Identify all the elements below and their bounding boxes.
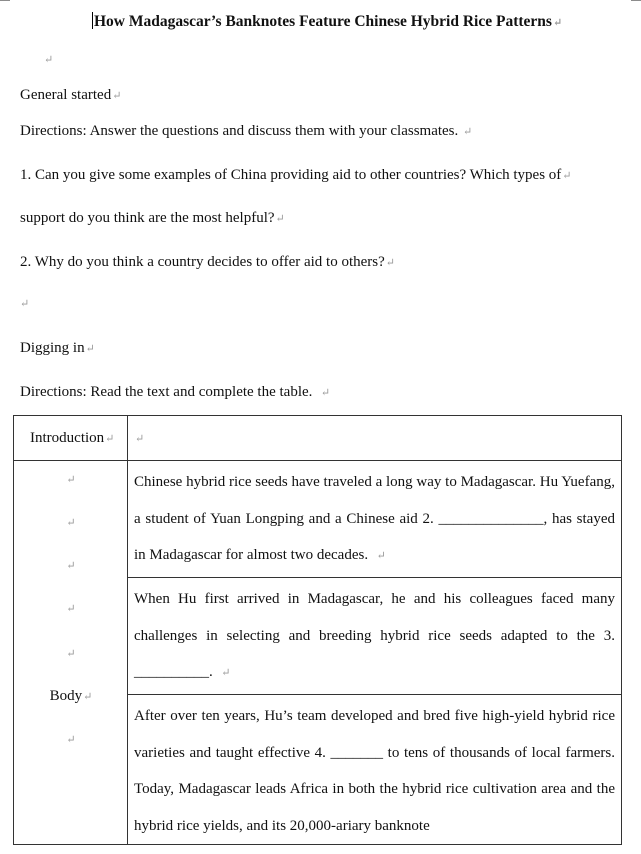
table-cell-body-paragraph-3[interactable] bbox=[128, 695, 622, 845]
paragraph-mark-icon: ↵ bbox=[112, 90, 122, 102]
paragraph-mark-icon: ↵ bbox=[552, 17, 563, 29]
document-title-text: How Madagascar’s Banknotes Feature Chinese Hybrid Rice Patterns bbox=[94, 13, 552, 30]
section-heading-general-started[interactable] bbox=[20, 87, 121, 104]
body-label bbox=[14, 688, 128, 705]
empty-paragraph-mark-icon: ↵ bbox=[66, 517, 76, 529]
empty-paragraph-mark-icon: ↵ bbox=[44, 54, 54, 66]
paragraph-mark-icon: ↵ bbox=[83, 691, 93, 703]
section-heading-text: General started bbox=[20, 87, 112, 103]
body-paragraph-2: When Hu first arrived in Madagascar, he and his colleagues faced many challenges in selecting and breeding hybrid rice seeds adapted to the 3. __________. bbox=[134, 591, 615, 680]
table-row bbox=[14, 461, 622, 578]
question-text: support do you think are the most helpful? bbox=[20, 210, 275, 226]
cell-end-mark-icon: ↵ bbox=[105, 432, 115, 445]
table-cell-body-label[interactable] bbox=[14, 461, 128, 845]
empty-paragraph-mark-icon: ↵ bbox=[20, 298, 30, 310]
question-1-line-1[interactable] bbox=[20, 167, 572, 184]
section-heading-text: Digging in bbox=[20, 340, 85, 356]
cell-end-mark-icon: ↵ bbox=[135, 432, 145, 445]
body-paragraph-1: Chinese hybrid rice seeds have traveled a long way to Madagascar. Hu Yuefang, a student of Yuan Longping and a Chinese aid 2. ______________, has stayed in Madagascar for almost two decades. bbox=[134, 474, 615, 563]
page-corner-top-right bbox=[631, 0, 641, 1]
paragraph-mark-icon: ↵ bbox=[385, 257, 395, 269]
paragraph-mark-icon: ↵ bbox=[221, 667, 231, 679]
paragraph-mark-icon: ↵ bbox=[275, 213, 285, 225]
paragraph-mark-icon: ↵ bbox=[85, 343, 95, 355]
question-2[interactable] bbox=[20, 254, 395, 271]
question-text: 1. Can you give some examples of China providing aid to other countries? Which types of bbox=[20, 167, 562, 183]
paragraph-mark-icon: ↵ bbox=[562, 170, 572, 182]
paragraph-mark-icon: ↵ bbox=[376, 550, 386, 562]
body-label-text: Body bbox=[49, 688, 83, 704]
empty-paragraph-mark-icon: ↵ bbox=[66, 603, 76, 615]
table-row bbox=[14, 416, 622, 461]
question-text: 2. Why do you think a country decides to offer aid to others? bbox=[20, 254, 385, 270]
body-paragraph-3: After over ten years, Hu’s team developed and bred five high-yield hybrid rice varieties and taught effective 4. _______ to tens of thousands of local farmers. Today, Madagascar leads Africa in both the hybrid rice cultivation area and the hybrid rice yields, and its 20,000-ariary banknote bbox=[134, 708, 615, 834]
page-corner-top-left bbox=[0, 0, 10, 1]
table-cell-body-paragraph-2[interactable] bbox=[128, 578, 622, 695]
paragraph-mark-icon: ↵ bbox=[463, 126, 473, 138]
section-heading-digging-in[interactable] bbox=[20, 340, 95, 357]
introduction-label: Introduction bbox=[30, 429, 105, 446]
empty-paragraph-mark-icon: ↵ bbox=[66, 648, 76, 660]
document-title[interactable] bbox=[92, 12, 562, 31]
directions-text: Directions: Answer the questions and discuss them with your classmates. bbox=[20, 123, 459, 139]
empty-paragraph-mark-icon: ↵ bbox=[66, 560, 76, 572]
paragraph-mark-icon: ↵ bbox=[320, 387, 331, 399]
directions-answer-questions[interactable] bbox=[20, 123, 472, 140]
table-cell-introduction-content[interactable] bbox=[128, 416, 622, 461]
empty-paragraph-mark-icon: ↵ bbox=[66, 474, 76, 486]
empty-paragraph-mark-icon: ↵ bbox=[66, 734, 76, 746]
question-1-line-2[interactable] bbox=[20, 210, 285, 227]
directions-text: Directions: Read the text and complete the table. bbox=[20, 384, 313, 400]
table-cell-body-paragraph-1[interactable] bbox=[128, 461, 622, 578]
reading-table bbox=[13, 415, 622, 845]
text-cursor bbox=[92, 12, 93, 29]
directions-read-text[interactable] bbox=[20, 384, 330, 401]
table-cell-introduction-label[interactable] bbox=[14, 416, 128, 461]
